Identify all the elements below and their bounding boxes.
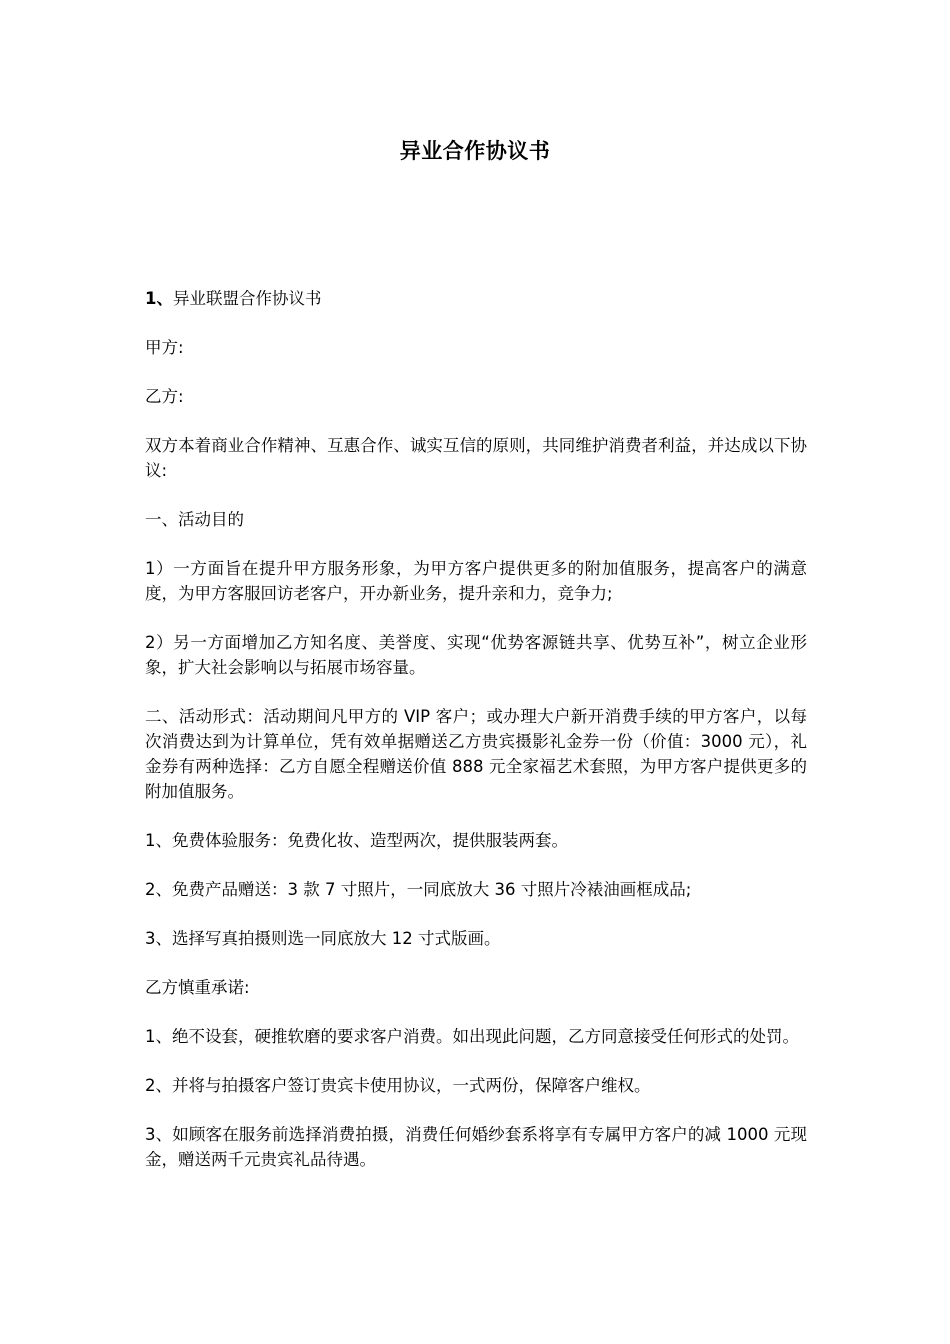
- party-a-label: 甲方:: [145, 338, 184, 357]
- form-paragraph: 二、活动形式：活动期间凡甲方的 VIP 客户；或办理大户新开消费手续的甲方客户，以每次消费达到为计算单位，凭有效单据赠送乙方贵宾摄影礼金券一份（价值：3000 元），礼金券有两种选择：乙方自愿全程赠送价值 888 元全家福艺术套照，为甲方客户提供更多的附加值服务。: [145, 707, 807, 801]
- promise-item-1: 1、绝不设套，硬推软磨的要求客户消费。如出现此问题，乙方同意接受任何形式的处罚。: [145, 1027, 799, 1046]
- list-item-1: 1、免费体验服务：免费化妆、造型两次，提供服装两套。: [145, 831, 568, 850]
- list-item-3: 3、选择写真拍摄则选一同底放大 12 寸式版画。: [145, 929, 501, 948]
- document-body: [145, 286, 807, 1196]
- promise-item-2: 2、并将与拍摄客户签订贵宾卡使用协议，一式两份，保障客户维权。: [145, 1076, 651, 1095]
- section-heading-text: 异业联盟合作协议书: [172, 289, 322, 308]
- document-title: 异业合作协议书: [399, 139, 551, 163]
- goal-heading: 一、活动目的: [145, 510, 244, 529]
- section-heading: [145, 286, 807, 311]
- party-b-label: 乙方:: [145, 387, 184, 406]
- promise-item-3: 3、如顾客在服务前选择消费拍摄，消费任何婚纱套系将享有专属甲方客户的减 1000 元现金，赠送两千元贵宾礼品待遇。: [145, 1125, 807, 1169]
- goal-paragraph-1: 1）一方面旨在提升甲方服务形象，为甲方客户提供更多的附加值服务，提高客户的满意度，为甲方客服回访老客户，开办新业务，提升亲和力，竞争力;: [145, 559, 807, 603]
- section-number: 1、: [145, 289, 173, 308]
- promise-heading: 乙方慎重承诺:: [145, 978, 250, 997]
- goal-paragraph-2: 2）另一方面增加乙方知名度、美誉度、实现“优势客源链共享、优势互补”，树立企业形象，扩大社会影响以与拓展市场容量。: [145, 633, 807, 677]
- intro-paragraph: 双方本着商业合作精神、互惠合作、诚实互信的原则，共同维护消费者利益，并达成以下协议:: [145, 436, 807, 480]
- list-item-2: 2、免费产品赠送：3 款 7 寸照片，一同底放大 36 寸照片冷裱油画框成品;: [145, 880, 692, 899]
